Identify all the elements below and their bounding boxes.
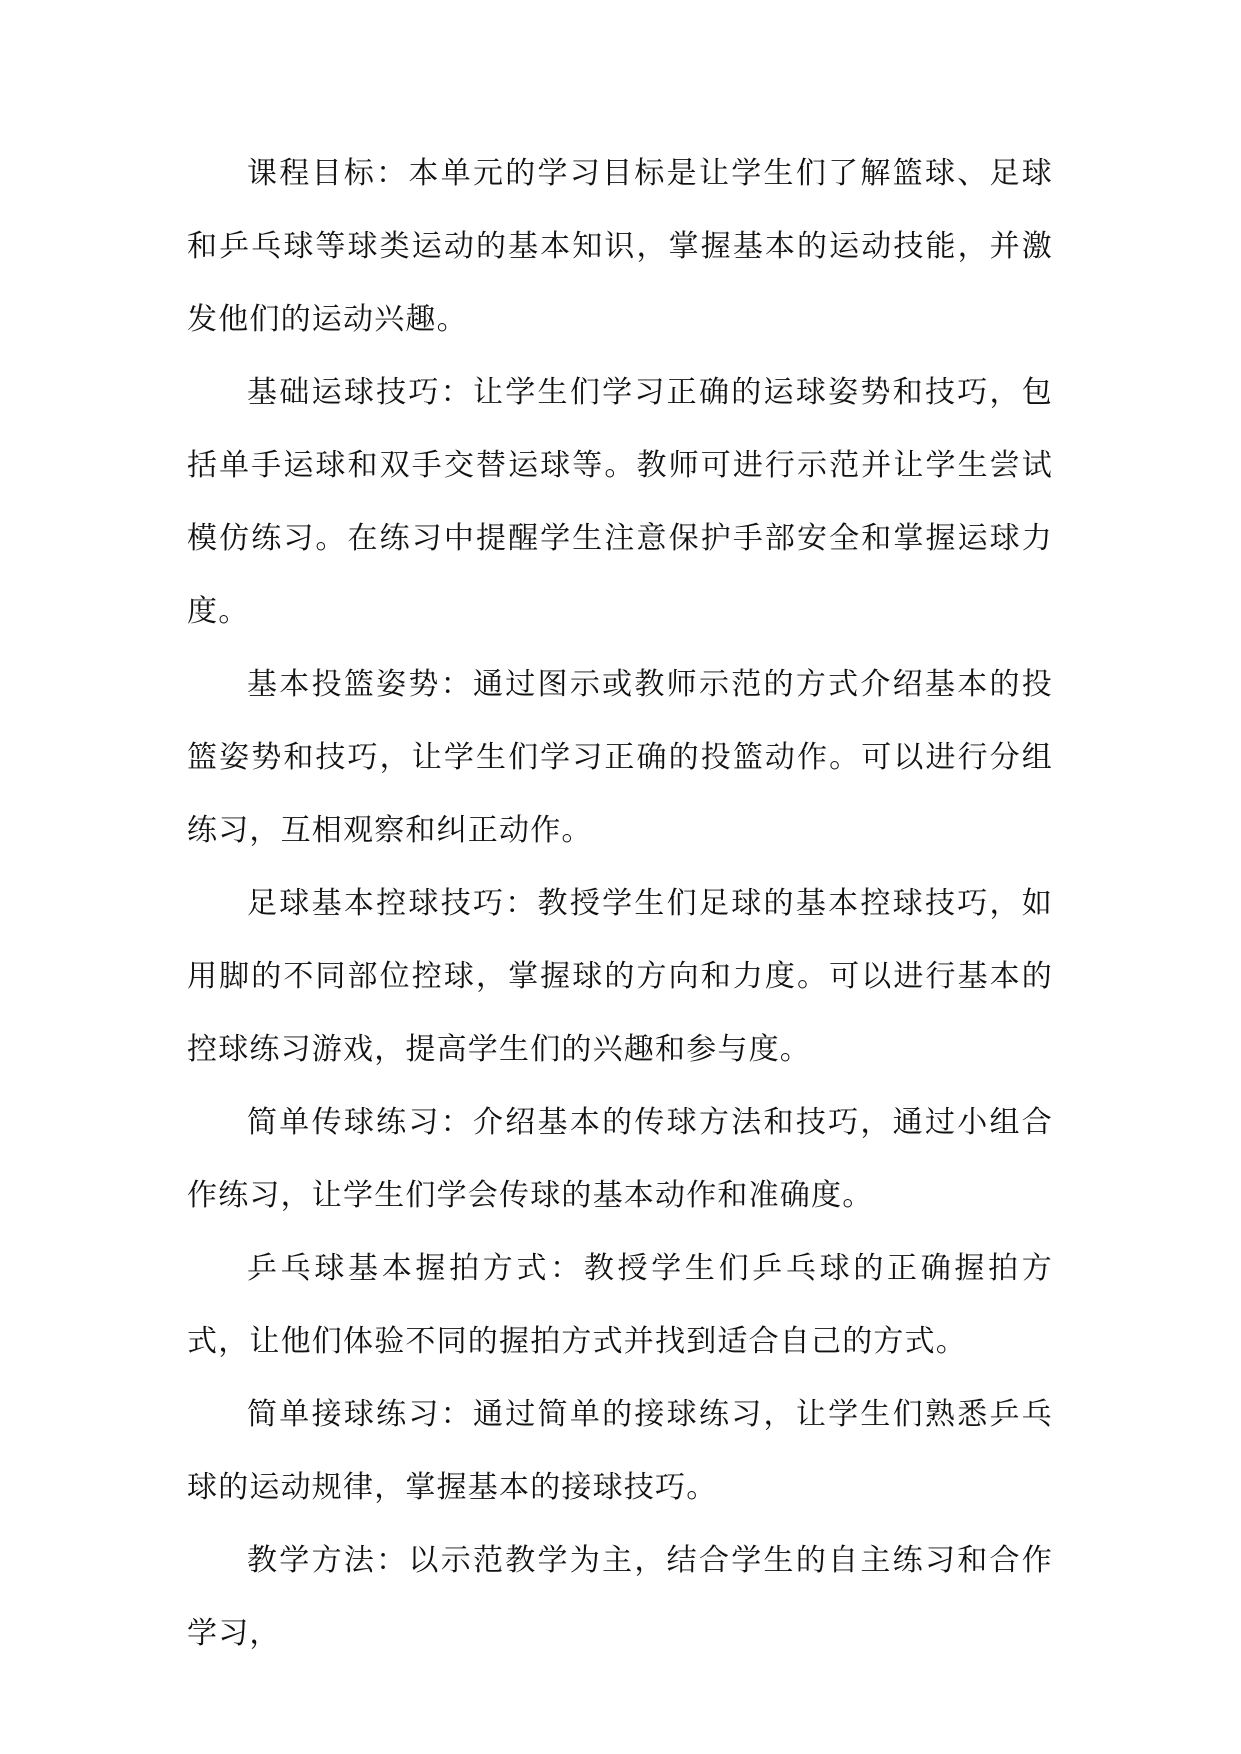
- paragraph-receiving-practice: 简单接球练习：通过简单的接球练习，让学生们熟悉乒乓球的运动规律，掌握基本的接球技巧。: [187, 1397, 1053, 1505]
- paragraph-dribbling-skills: 基础运球技巧：让学生们学习正确的运球姿势和技巧，包括单手运球和双手交替运球等。教师可进行示范并让学生尝试模仿练习。在练习中提醒学生注意保护手部安全和掌握运球力度。: [187, 375, 1053, 629]
- paragraph-table-tennis-grip: 乒乓球基本握拍方式：教授学生们乒乓球的正确握拍方式，让他们体验不同的握拍方式并找到适合自己的方式。: [187, 1251, 1053, 1359]
- paragraph-passing-practice: 简单传球练习：介绍基本的传球方法和技巧，通过小组合作练习，让学生们学会传球的基本动作和准确度。: [187, 1105, 1053, 1213]
- paragraph-football-control: 足球基本控球技巧：教授学生们足球的基本控球技巧，如用脚的不同部位控球，掌握球的方向和力度。可以进行基本的控球练习游戏，提高学生们的兴趣和参与度。: [187, 886, 1053, 1067]
- paragraph-shooting-posture: 基本投篮姿势：通过图示或教师示范的方式介绍基本的投篮姿势和技巧，让学生们学习正确的投篮动作。可以进行分组练习，互相观察和纠正动作。: [187, 667, 1053, 848]
- document-body: [187, 137, 1053, 1670]
- paragraph-teaching-method: 教学方法：以示范教学为主，结合学生的自主练习和合作学习，: [187, 1543, 1053, 1651]
- paragraph-course-goal: 课程目标：本单元的学习目标是让学生们了解篮球、足球和乒乓球等球类运动的基本知识，掌握基本的运动技能，并激发他们的运动兴趣。: [187, 156, 1053, 337]
